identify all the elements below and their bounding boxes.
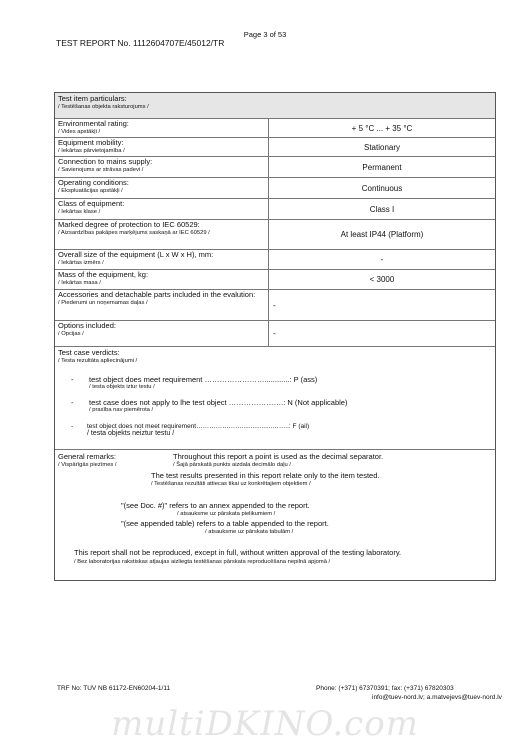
row-value: + 5 °C ... + 35 °C — [351, 123, 413, 133]
verdicts-heading-en: Test case verdicts: — [58, 348, 120, 357]
row-label: Operating conditions: — [58, 178, 129, 187]
remark-line: "(see appended table) refers to a table appended to the report. — [121, 519, 329, 528]
row-label-lv: / Opcijas / — [58, 330, 84, 337]
row-label-lv: / Iekārtas masa / — [58, 279, 101, 286]
row-value: Permanent — [362, 162, 402, 172]
row-value: At least IP44 (Platform) — [340, 230, 424, 239]
remarks-heading-en: General remarks: — [58, 452, 116, 461]
row-label: Overall size of the equipment (L x W x H), mm: — [58, 250, 214, 259]
row-value: - — [380, 255, 384, 264]
row-label: Connection to mains supply: — [58, 157, 153, 166]
table-row — [55, 250, 495, 270]
verdict-text-lv: / testa objekts neiztur testu / — [87, 430, 175, 437]
remark-line: "(see Doc. #)" refers to an annex appended to the report. — [121, 501, 310, 510]
row-label-lv: / Ekspluatācijas apstākļi / — [58, 187, 123, 194]
verdicts-heading-lv: / Testa rezultāta apliecinājumi / — [58, 357, 138, 364]
row-value: - — [273, 329, 276, 338]
verdict-dash: - — [71, 375, 74, 384]
table-row — [55, 321, 495, 347]
row-label-lv: / Aizsardzības pakāpes marķējums saskaņā ar IEC 60529 / — [58, 229, 210, 236]
row-label-lv: / Savienojums ar strāvas padevi / — [58, 166, 144, 173]
particulars-heading-lv: / Testēšanas objekta raksturojums / — [58, 103, 149, 110]
footer-email: info@tuev-nord.lv; a.matvejevs@tuev-nord.lv — [372, 694, 502, 701]
row-label: Environmental rating: — [58, 119, 129, 128]
verdict-item — [87, 423, 309, 437]
particulars-heading — [55, 93, 495, 119]
row-label: Class of equipment: — [58, 199, 125, 208]
row-value: < 3000 — [369, 275, 395, 284]
row-label: Equipment mobility: — [58, 138, 124, 147]
footer-trf: TRF No: TUV NB 61172-EN60204-1/11 — [57, 685, 171, 692]
verdict-text: test case does not apply to lhe test object ………………….: N (Not applicable) — [89, 398, 348, 407]
row-label-lv: / Iekārtas izmērs / — [58, 259, 104, 266]
verdict-item — [89, 375, 317, 391]
particulars-heading-en: Test item particulars: — [58, 94, 127, 103]
remarks-heading-lv: / Vispārīgās piezīmes / — [58, 462, 117, 468]
row-label: Options included: — [58, 321, 116, 330]
verdicts-section — [55, 347, 495, 450]
verdict-text: test object does meet requirement ……………………............: P (ass) — [89, 375, 318, 384]
row-label: Accessories and detachable parts included in the evalution: — [58, 290, 256, 299]
table-row — [55, 270, 495, 290]
verdict-text-lv: / prasība nav piemērota / — [89, 407, 154, 413]
verdict-dash: - — [71, 398, 74, 407]
remark-line-lv: / atsauksme uz pārskata pielikumiem / — [177, 511, 276, 517]
remark-line: Throughout this report a point is used as the decimal separator. — [173, 452, 384, 461]
watermark-logo: multiDKINO.com — [111, 704, 419, 744]
row-value: Class I — [369, 204, 395, 214]
row-label-lv: / Vides apstākļi / — [58, 128, 101, 135]
table-row — [55, 220, 495, 250]
page-number: Page 3 of 53 — [243, 30, 287, 39]
row-label-lv: / Iekārtas pārvietojamība / — [58, 147, 125, 154]
remark-line-lv: / atsauksme uz pārskata tabulām / — [205, 529, 294, 535]
row-value: - — [273, 300, 276, 310]
row-label: Marked degree of protection to IEC 60529: — [58, 220, 200, 229]
verdict-item — [89, 398, 347, 414]
table-row — [55, 138, 495, 157]
footer-phone: Phone: (+371) 67370391; fax: (+371) 67820303 — [316, 685, 454, 692]
remark-line: The test results presented in this report relate only to the item tested. — [151, 471, 380, 480]
table-row — [55, 119, 495, 138]
row-value: Stationary — [363, 142, 401, 152]
table-row — [55, 157, 495, 178]
table-row — [55, 290, 495, 321]
report-title: TEST REPORT No. 1112604707E/45012/TR — [56, 38, 225, 48]
verdict-dash: - — [71, 423, 74, 430]
remarks-section — [55, 450, 495, 580]
remark-line-lv: / Bez laboratorijas rakstiskas atļaujas aizliegta testēšanas pārskata reproducēšana nepilnā apjomā / — [74, 559, 331, 565]
table-row — [55, 178, 495, 199]
remark-line-lv: / Šajā pārskatā punkts aizdala decimālo daļu / — [173, 462, 291, 468]
remark-line-lv: / Testēšanas rezultāti attiecas tikai uz konkrētajiem objektiem / — [151, 481, 311, 487]
row-label-lv: / Piederumi un noņemamas daļas / — [58, 299, 148, 306]
verdict-text-lv: / testa objekts iztur testu / — [89, 384, 155, 390]
row-label: Mass of the equipment, kg: — [58, 270, 149, 279]
remark-line: This report shall not be reproduced, except in full, without written approval of the testing laboratory. — [74, 548, 402, 557]
row-label-lv: / Iekārtas klase / — [58, 208, 101, 215]
table-row — [55, 199, 495, 220]
verdict-text: test object does not meet requirement………………….................……..: F (ail) — [87, 423, 310, 430]
particulars-table — [54, 92, 496, 581]
row-value: Continuous — [361, 183, 403, 193]
